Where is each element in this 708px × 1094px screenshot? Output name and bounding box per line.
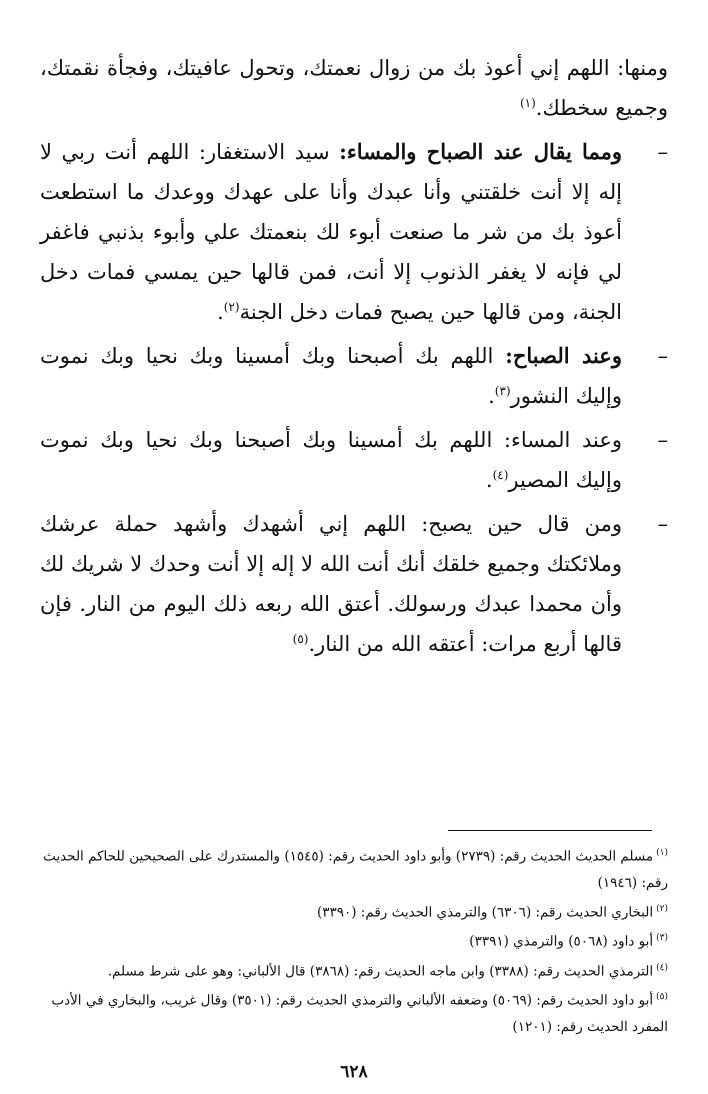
list-dash: –: [657, 512, 668, 536]
list-item-tail: .: [485, 468, 493, 492]
footnote-text: البخاري الحديث رقم: (٦٣٠٦) والترمذي الحديث رقم: (٣٣٩٠): [316, 904, 654, 920]
footnote-3: [40, 925, 668, 955]
footnotes: [40, 840, 668, 1040]
footnote-number: (٥): [656, 992, 668, 1002]
footnote-number: (٣): [656, 933, 668, 943]
list-item-tail: .: [488, 384, 495, 408]
list-item-heading: ومما يقال عند الصباح والمساء:: [339, 139, 622, 164]
intro-paragraph: [40, 48, 668, 128]
list-item-text: سيد الاستغفار: اللهم أنت ربي لا إله إلا أنت خلقتني وأنا عبدك وأنا على عهدك ووعدك ما استطعت أعوذ بك من شر ما صنعت أبوء لك بنعمتك علي وأبوء بذنبي فاغفر لي فإنه لا يغفر الذنوب إلا أنت، فمن قالها حين يمسي فمات دخل الجنة، ومن قالها حين يصبح فمات دخل الجنة: [40, 140, 622, 324]
list-item-witness: [40, 504, 668, 664]
footnote-number: (٢): [656, 903, 668, 914]
footnote-number: (١): [656, 848, 668, 858]
list-item-tail: .: [217, 300, 224, 324]
footnote-ref-4: (٤): [492, 468, 509, 482]
page-number: ٦٢٨: [340, 1062, 368, 1082]
footnote-ref-1: (١): [519, 96, 536, 110]
list-item-heading: وعند الصباح:: [505, 343, 622, 368]
footnote-ref-3: (٣): [494, 384, 511, 398]
footnote-text: أبو داود (٥٠٦٨) والترمذي (٣٣٩١): [469, 933, 654, 950]
footnote-text: أبو داود الحديث رقم: (٥٠٦٩) وضعفه الألباني والترمذي الحديث رقم: (٣٥٠١) وقال غريب، والبخاري في الأدب المفرد الحديث رقم: (١٢٠١): [51, 992, 668, 1035]
list-item-evening: [40, 420, 668, 500]
list-item-morning: [40, 336, 668, 416]
footnote-ref-2: (٢): [223, 300, 240, 314]
footnote-text: الترمذي الحديث رقم: (٣٣٨٨) وابن ماجه الحديث رقم: (٣٨٦٨) قال الألباني: وهو على شرط مسلم.: [107, 963, 654, 979]
list-item-text: اللهم بك أصبحنا وبك أمسينا وبك نحيا وبك نموت وإليك النشور: [40, 344, 622, 408]
list-dash: –: [657, 428, 668, 452]
footnote-number: (٤): [656, 962, 668, 973]
footnote-2: [40, 896, 668, 926]
footnote-5: [40, 984, 668, 1040]
footnote-ref-5: (٥): [292, 632, 309, 646]
list-item-text: وعند المساء: اللهم بك أمسينا وبك أصبحنا وبك نحيا وبك نموت وإليك المصير: [40, 428, 622, 492]
footnote-divider: [448, 830, 652, 831]
list-dash: –: [657, 140, 668, 164]
main-text: [40, 48, 668, 668]
footnote-4: [40, 955, 668, 985]
footnote-text: مسلم الحديث الحديث رقم: (٢٧٣٩) وأبو داود الحديث رقم: (١٥٤٥) والمستدرك على الصحيحين للحاكم الحديث رقم: (١٩٤٦): [43, 848, 668, 891]
intro-text: ومنها: اللهم إني أعوذ بك من زوال نعمتك، وتحول عافيتك، وفجأة نقمتك، وجميع سخطك.: [40, 56, 668, 120]
list-item-morning-evening: [40, 132, 668, 332]
list-dash: –: [657, 344, 668, 368]
list-item-text: ومن قال حين يصبح: اللهم إني أشهدك وأشهد حملة عرشك وملائكتك وجميع خلقك أنك أنت الله لا إله إلا أنت وحدك لا شريك لك وأن محمدا عبدك ورسولك. أعتق الله ربعه ذلك اليوم من النار. فإن قالها أربع مرات: أعتقه الله من النار.: [40, 512, 622, 656]
footnote-1: [40, 840, 668, 896]
